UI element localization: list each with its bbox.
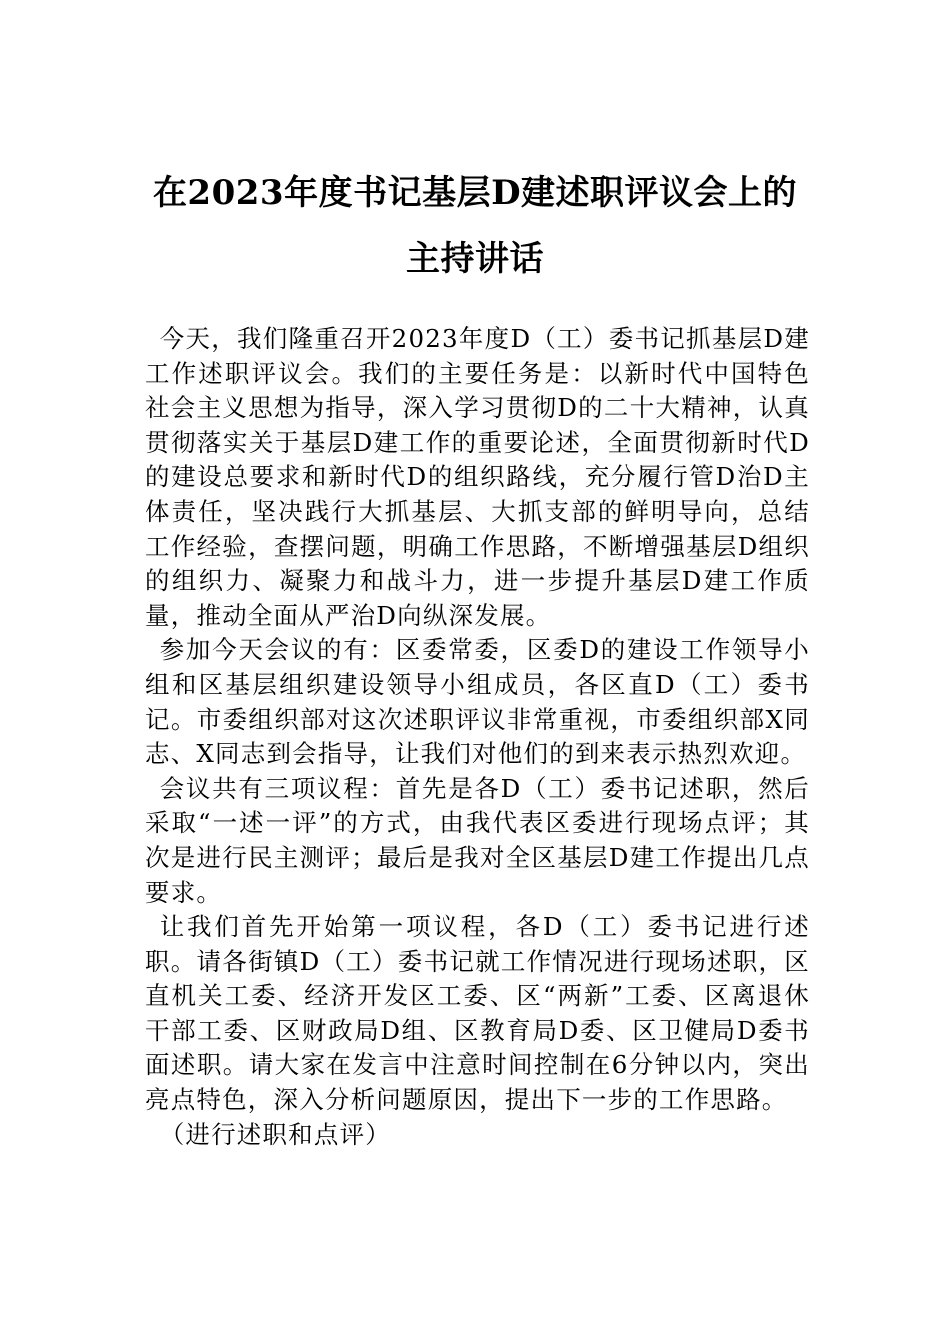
document-title <box>120 160 830 292</box>
paragraph-first-item: 让我们首先开始第一项议程，各D（工）委书记进行述职。请各街镇D（工）委书记就工作情况进行现场述职，区直机关工委、经济开发区工委、区“两新”工委、区离退休干部工委、区财政局D组、区教育局D委、区卫健局D委书面述职。请大家在发言中注意时间控制在6分钟以内，突出亮点特色，深入分析问题原因，提出下一步的工作思路。 <box>145 912 810 1115</box>
title-line-1: 在2023年度书记基层D建述职评议会上的 <box>152 173 798 213</box>
paragraph-agenda: 会议共有三项议程：首先是各D（工）委书记述职，然后采取“一述一评”的方式，由我代表区委进行现场点评；其次是进行民主测评；最后是我对全区基层D建工作提出几点要求。 <box>145 773 810 907</box>
title-line-2: 主持讲话 <box>406 239 544 279</box>
stage-note: （进行述职和点评） <box>159 1119 391 1149</box>
document-body <box>145 322 810 1152</box>
paragraph-opening: 今天，我们隆重召开2023年度D（工）委书记抓基层D建工作述职评议会。我们的主要任务是：以新时代中国特色社会主义思想为指导，深入学习贯彻D的二十大精神，认真贯彻落实关于基层D建工作的重要论述，全面贯彻新时代D的建设总要求和新时代D的组织路线，充分履行管D治D主体责任，坚决践行大抓基层、大抓支部的鲜明导向，总结工作经验，查摆问题，明确工作思路，不断增强基层D组织的组织力、凝聚力和战斗力，进一步提升基层D建工作质量，推动全面从严治D向纵深发展。 <box>145 324 810 630</box>
paragraph-attendees: 参加今天会议的有：区委常委，区委D的建设工作领导小组和区基层组织建设领导小组成员，各区直D（工）委书记。市委组织部对这次述职评议非常重视，市委组织部X同志、X同志到会指导，让我们对他们的到来表示热烈欢迎。 <box>145 635 810 769</box>
